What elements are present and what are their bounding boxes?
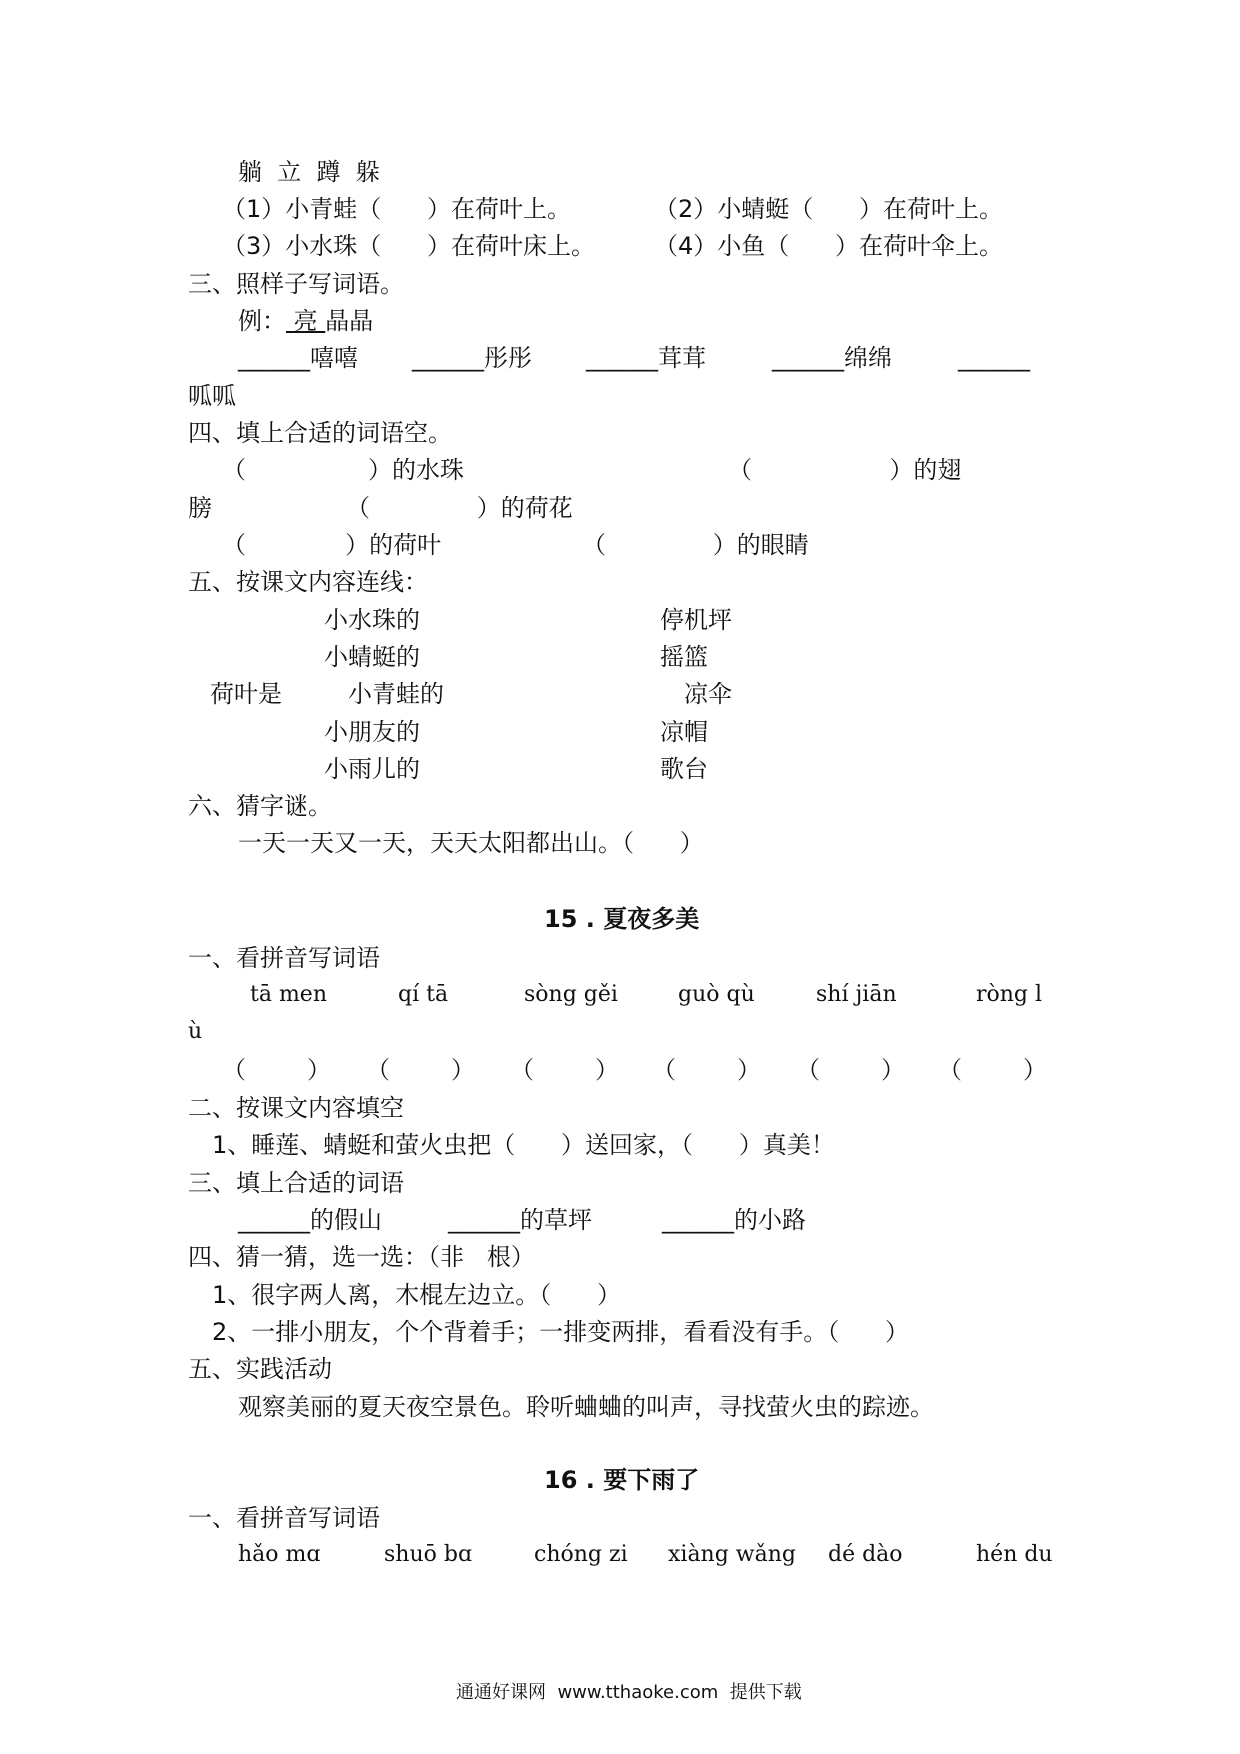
section-heading: 四、猜一猜，选一选：（非 根）: [188, 1243, 535, 1271]
pinyin-word: ròng l: [976, 982, 1043, 1007]
match-subject: 荷叶是: [210, 680, 282, 708]
lesson-title: [544, 1468, 699, 1492]
match-left-item: 小水珠的: [324, 606, 420, 634]
fill-phrase: （ ）的翅: [728, 456, 962, 484]
section-heading: 一、看拼音写词语: [188, 1504, 380, 1532]
reduplication-blank-cont: 呱呱: [188, 382, 236, 410]
footer-text: 通通好课网 www.tthaoke.com 提供下载: [456, 1682, 802, 1703]
fill-sentence: 1、睡莲、蜻蜓和萤火虫把（ ）送回家，（ ）真美！: [212, 1131, 835, 1159]
match-right-item: 凉帽: [660, 718, 708, 746]
reduplication-blank: ______茸茸: [586, 344, 706, 372]
fill-phrase: ______的小路: [662, 1206, 806, 1234]
pinyin-word: shuō bɑ: [384, 1542, 473, 1567]
title-dot: .: [585, 905, 595, 933]
match-right-item: 摇篮: [660, 643, 708, 671]
fill-phrase: ______的假山: [238, 1206, 382, 1234]
reduplication-blank: ______嘻嘻: [238, 344, 358, 372]
example-line: [238, 309, 373, 333]
lesson-name: 夏夜多美: [603, 905, 700, 933]
lesson-number: 15: [544, 905, 578, 933]
section-heading: 二、按课文内容填空: [188, 1094, 404, 1122]
reduplication-blank: ______绵绵: [772, 344, 892, 372]
section-heading: 四、填上合适的词语空。: [188, 419, 452, 447]
pinyin-word: guò qù: [678, 982, 755, 1007]
fill-phrase: （ ）的眼睛: [582, 531, 809, 559]
answer-bracket: （ ）: [652, 1056, 762, 1084]
pinyin-word: chóng zi: [534, 1542, 628, 1567]
match-right-item: 停机坪: [660, 606, 732, 634]
lesson-number: 16: [544, 1466, 578, 1494]
section-heading: 一、看拼音写词语: [188, 944, 380, 972]
example-suffix: 晶晶: [325, 307, 374, 335]
answer-bracket: （ ）: [222, 1056, 332, 1084]
choice-words: 躺 立 蹲 躲: [238, 158, 380, 186]
fill-phrase: ______的草坪: [448, 1206, 592, 1234]
match-right-item: 歌台: [660, 755, 708, 783]
lesson-title: [544, 907, 699, 931]
fill-item-3: （3）小水珠（ ）在荷叶床上。: [222, 232, 596, 260]
pinyin-word: hǎo mɑ: [238, 1542, 321, 1567]
riddle-item: 2、一排小朋友，个个背着手；一排变两排，看看没有手。（ ）: [212, 1318, 910, 1346]
pinyin-word: shí jiān: [816, 982, 897, 1007]
fill-phrase: （ ）的荷叶: [222, 531, 442, 559]
pinyin-cont: ù: [188, 1019, 203, 1044]
activity-text: 观察美丽的夏天夜空景色。聆听蛐蛐的叫声，寻找萤火虫的踪迹。: [238, 1393, 934, 1421]
match-left-item: 小雨儿的: [324, 755, 420, 783]
answer-bracket: （ ）: [366, 1056, 476, 1084]
fill-phrase: （ ）的荷花: [346, 494, 573, 522]
match-right-item: 凉伞: [684, 680, 732, 708]
fill-item-1: （1）小青蛙（ ）在荷叶上。: [222, 195, 572, 223]
match-left-item: 小青蛙的: [348, 680, 444, 708]
example-char: 亮: [286, 307, 326, 335]
pinyin-word: dé dào: [828, 1542, 903, 1567]
lesson-name: 要下雨了: [603, 1466, 700, 1494]
pinyin-word: sòng gěi: [524, 982, 618, 1007]
section-heading: 三、照样子写词语。: [188, 270, 404, 298]
fill-item-2: （2）小蜻蜓（ ）在荷叶上。: [654, 195, 1004, 223]
title-dot: .: [585, 1466, 595, 1494]
fill-phrase: （ ）的水珠: [222, 456, 465, 484]
section-heading: 五、实践活动: [188, 1355, 332, 1383]
reduplication-blank: ______: [958, 344, 1030, 372]
answer-bracket: （ ）: [796, 1056, 906, 1084]
section-heading: 三、填上合适的词语: [188, 1169, 404, 1197]
reduplication-blank: ______彤彤: [412, 344, 532, 372]
example-prefix: 例：: [238, 307, 286, 335]
riddle-text: 一天一天又一天，天天太阳都出山。（ ）: [238, 829, 704, 857]
section-heading: 五、按课文内容连线：: [188, 568, 428, 596]
pinyin-word: tā men: [250, 982, 327, 1007]
fill-phrase: 膀: [188, 494, 212, 522]
pinyin-word: xiàng wǎng: [668, 1542, 797, 1567]
match-left-item: 小蜻蜓的: [324, 643, 420, 671]
section-heading: 六、猜字谜。: [188, 792, 332, 820]
match-left-item: 小朋友的: [324, 718, 420, 746]
pinyin-word: hén du: [976, 1542, 1053, 1567]
answer-bracket: （ ）: [510, 1056, 620, 1084]
pinyin-word: qí tā: [398, 982, 449, 1007]
fill-item-4: （4）小鱼（ ）在荷叶伞上。: [654, 232, 1004, 260]
answer-bracket: （ ）: [938, 1056, 1048, 1084]
riddle-item: 1、很字两人离，木棍左边立。（ ）: [212, 1281, 622, 1309]
